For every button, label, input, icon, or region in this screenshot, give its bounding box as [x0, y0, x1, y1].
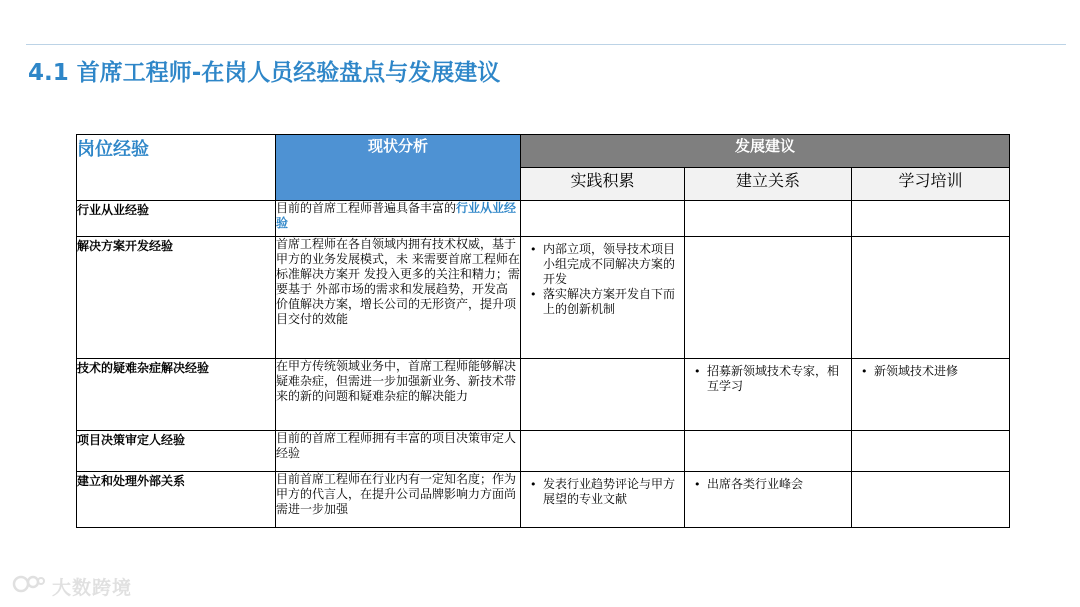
header-relations: 建立关系: [685, 168, 852, 201]
table-row: [77, 431, 1010, 472]
header-divider: [26, 44, 1066, 45]
status-text: 目前的首席工程师普遍具备丰富的: [276, 201, 457, 215]
practice-cell: [521, 237, 685, 359]
relations-cell: [685, 431, 852, 472]
training-cell: [852, 201, 1010, 237]
bullet-item: • 落实解决方案开发自下而上的创新机制: [529, 287, 680, 317]
practice-cell: [521, 201, 685, 237]
experience-table: [76, 134, 1010, 528]
practice-cell: [521, 472, 685, 528]
table-row: [77, 472, 1010, 528]
practice-cell: [521, 359, 685, 431]
header-development-advice: 发展建议: [521, 135, 1010, 168]
status-cell: 在甲方传统领域业务中，首席工程师能够解决疑难杂症，但需进一步加强新业务、新技术带来的新的问题和疑难杂症的解决能力: [276, 359, 521, 431]
row-label: 项目决策审定人经验: [77, 431, 276, 472]
training-cell: [852, 431, 1010, 472]
bullet-item: • 出席各类行业峰会: [693, 477, 847, 492]
header-practice: 实践积累: [521, 168, 685, 201]
row-label: 技术的疑难杂症解决经验: [77, 359, 276, 431]
page-title: 4.1 首席工程师-在岗人员经验盘点与发展建议: [28, 60, 501, 86]
row-label: 解决方案开发经验: [77, 237, 276, 359]
row-label: 行业从业经验: [77, 201, 276, 237]
bullet-item: • 新领域技术进修: [860, 364, 1005, 379]
table-row: [77, 201, 1010, 237]
status-cell: 首席工程师在各自领域内拥有技术权威，基于甲方的业务发展模式，未 来需要首席工程师在标准解决方案开 发投入更多的关注和精力；需要基于 外部市场的需求和发展趋势，开发高 价值解决方案，增长公司的无形资产，提升项目交付的效能: [276, 237, 521, 359]
row-label: 建立和处理外部关系: [77, 472, 276, 528]
header-status-analysis: 现状分析: [276, 135, 521, 201]
bullet-item: • 发表行业趋势评论与甲方展望的专业文献: [529, 477, 680, 507]
relations-cell: [685, 201, 852, 237]
status-cell: 目前的首席工程师拥有丰富的项目决策审定人经验: [276, 431, 521, 472]
training-cell: [852, 359, 1010, 431]
watermark: [12, 572, 132, 600]
bullet-item: • 内部立项，领导技术项目小组完成不同解决方案的开发: [529, 242, 680, 287]
watermark-text: 大数跨境: [52, 576, 133, 599]
relations-cell: [685, 359, 852, 431]
status-cell: 目前首席工程师在行业内有一定知名度；作为甲方的代言人，在提升公司品牌影响力方面尚需进一步加强: [276, 472, 521, 528]
table-row: [77, 237, 1010, 359]
header-training: 学习培训: [852, 168, 1010, 201]
bullet-item: • 招募新领域技术专家，相互学习: [693, 364, 847, 394]
status-highlight: 行业从业经验: [276, 201, 517, 230]
table-row: [77, 359, 1010, 431]
training-cell: [852, 472, 1010, 528]
relations-cell: [685, 237, 852, 359]
relations-cell: [685, 472, 852, 528]
practice-cell: [521, 431, 685, 472]
training-cell: [852, 237, 1010, 359]
brand-logo-icon: [12, 572, 46, 600]
header-position-experience: 岗位经验: [77, 135, 276, 201]
status-cell: [276, 201, 521, 237]
